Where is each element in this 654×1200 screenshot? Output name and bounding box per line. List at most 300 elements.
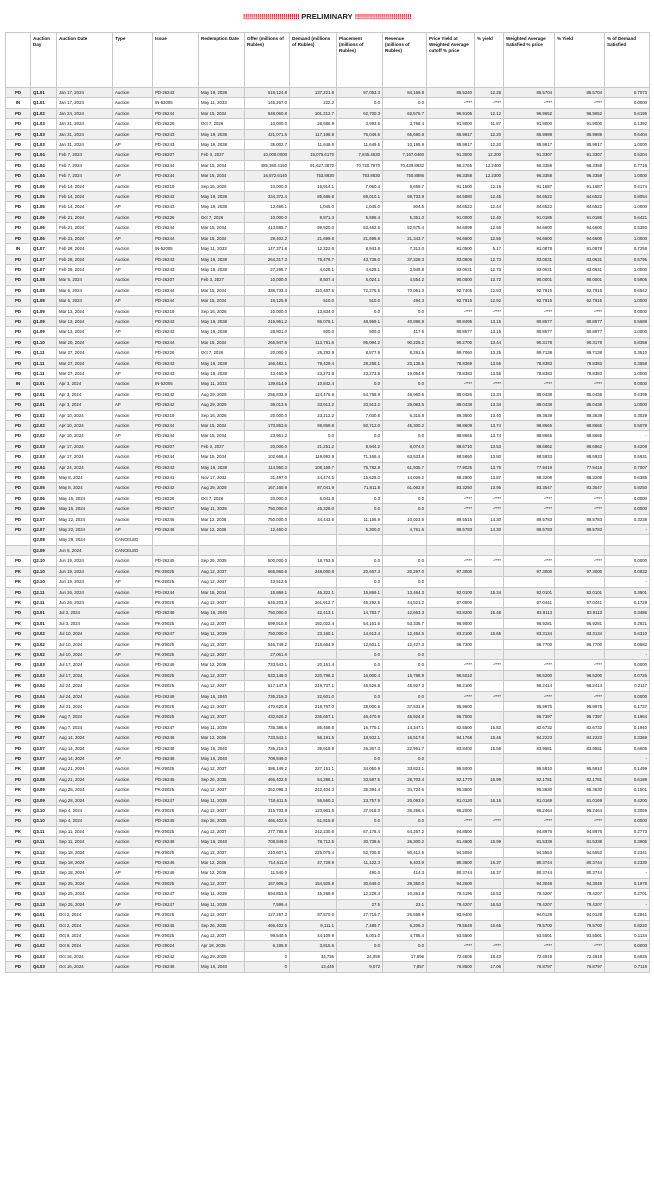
table-cell: PD-26243 [153, 88, 199, 98]
table-cell: PD [6, 868, 31, 878]
table-cell: 255,832.9 [245, 389, 290, 399]
table-cell: 42,413.1 [290, 608, 337, 618]
table-cell: PD [6, 421, 31, 431]
table-cell: Jan 17, 2024 [57, 88, 113, 98]
table-cell: PD-26244 [153, 233, 199, 243]
table-cell: PK-29025 [153, 764, 199, 774]
table-cell: 4,554.2 [383, 275, 427, 285]
table-cell: Sep 26, 2035 [199, 556, 245, 566]
table-cell: 94.6600 [504, 223, 555, 233]
table-cell: 13.87 [475, 473, 504, 483]
table-cell: 750,000.0 [245, 514, 290, 524]
table-cell [290, 577, 337, 587]
table-cell: 753.8830 [290, 171, 337, 181]
table-cell: 90.2700 [427, 337, 475, 347]
table-cell: 8,074.0 [383, 441, 427, 451]
table-cell: 84.6522 [504, 192, 555, 202]
table-cell: 88.6862 [504, 441, 555, 451]
table-cell: 17,696 [383, 951, 427, 961]
table-row [6, 535, 650, 545]
table-cell: 490.0 [337, 868, 383, 878]
table-cell: 210,607.1 [245, 847, 290, 857]
table-cell: Q3.03 [31, 670, 57, 680]
table-cell: Auction [113, 473, 153, 483]
table-cell: 45,292.5 [337, 597, 383, 607]
table-cell [427, 754, 475, 764]
table-cell: 137,221.8 [290, 88, 337, 98]
table-cell: PD [6, 629, 31, 639]
table-cell: 216,664.9 [290, 639, 337, 649]
table-cell: 1.0000 [605, 368, 650, 378]
table-cell: 15.48 [475, 608, 504, 618]
table-cell: 0.0 [337, 379, 383, 389]
table-cell: 0.5689 [605, 316, 650, 326]
table-cell: 13,464.3 [383, 587, 427, 597]
table-cell: PK [6, 785, 31, 795]
table-cell: -**** [475, 493, 504, 503]
table-cell: 466,402.5 [245, 816, 290, 826]
table-cell: 87,041.9 [290, 483, 337, 493]
table-cell: Auction [113, 691, 153, 701]
table-cell: 16.53 [475, 889, 504, 899]
table-row [6, 941, 650, 951]
table-cell: 110,487.5 [290, 285, 337, 295]
table-cell: 83.9113 [504, 608, 555, 618]
table-cell: 95.3630 [504, 785, 555, 795]
table-cell: 0.0 [383, 556, 427, 566]
table-cell: Sep 26, 2035 [199, 816, 245, 826]
table-cell: 19,054.8 [383, 368, 427, 378]
table-cell: PD [6, 181, 31, 191]
table-cell: PK-29025 [153, 618, 199, 628]
table-cell [475, 670, 504, 680]
table-cell: 13,445 [290, 962, 337, 972]
table-cell: Feb 3, 2027 [199, 150, 245, 160]
table-cell: 0.7718 [605, 160, 650, 170]
table-cell [475, 930, 504, 940]
table-cell: 0.6310 [605, 629, 650, 639]
table-row [6, 316, 650, 326]
table-cell: Mar 12, 2036 [199, 660, 245, 670]
table-cell: Q3.12 [31, 847, 57, 857]
table-cell: PD-26243 [153, 254, 199, 264]
table-cell: 75,782.8 [337, 462, 383, 472]
table-cell: Q1.06 [31, 223, 57, 233]
table-cell: Mar 15, 2034 [199, 233, 245, 243]
table-cell: Auction [113, 244, 153, 254]
table-cell: -**** [504, 306, 555, 316]
table-cell: PK [6, 826, 31, 836]
table-cell: 79.4207 [427, 899, 475, 909]
table-row [6, 368, 650, 378]
table-cell: PD [6, 858, 31, 868]
table-cell: 0.1499 [605, 764, 650, 774]
table-cell: 94.0128 [504, 910, 555, 920]
table-cell: Auction [113, 441, 153, 451]
table-cell: 714,611.0 [245, 858, 290, 868]
table-cell: PD [6, 889, 31, 899]
table-cell: PD-26241 [153, 473, 199, 483]
table-cell: 219,737.1 [290, 681, 337, 691]
table-cell: 16.65 [475, 920, 504, 930]
table-cell [383, 545, 427, 555]
table-row [6, 545, 650, 555]
table-cell: 44,109.9 [290, 930, 337, 940]
table-cell: PD [6, 129, 31, 139]
table-cell: 88.8665 [555, 431, 605, 441]
table-cell: 0.3239 [605, 514, 650, 524]
table-cell: 12,427.3 [383, 639, 427, 649]
table-cell: 96.3358 [504, 171, 555, 181]
table-row [6, 577, 650, 587]
table-row [6, 171, 650, 181]
table-cell: 96.3358 [555, 160, 605, 170]
table-cell: 11.87 [475, 119, 504, 129]
table-cell: Aug 12, 2037 [199, 618, 245, 628]
table-cell: Q1.01 [31, 98, 57, 108]
table-cell: - [605, 577, 650, 587]
table-cell: PD [6, 483, 31, 493]
table-cell: PD-26242 [153, 400, 199, 410]
table-row [6, 192, 650, 202]
table-cell: 94.6600 [427, 233, 475, 243]
table-cell [290, 525, 337, 535]
table-cell: 96.5010 [427, 670, 475, 680]
table-cell: 91.1687 [555, 181, 605, 191]
table-cell: Aug 7, 2024 [57, 722, 113, 732]
table-cell: 97.3000 [555, 566, 605, 576]
table-cell: 83.9113 [555, 608, 605, 618]
table-cell: 79.5700 [504, 920, 555, 930]
table-cell: 242,404.3 [290, 785, 337, 795]
column-header: Auction Date [57, 33, 113, 88]
table-cell: 4,628.1 [290, 264, 337, 274]
table-cell: Q3.11 [31, 837, 57, 847]
table-cell: 23,160.1 [290, 629, 337, 639]
table-cell: 12.200 [475, 150, 504, 160]
table-cell: Q3.08 [31, 764, 57, 774]
table-cell: PD [6, 140, 31, 150]
table-cell: Sep 25, 2024 [57, 899, 113, 909]
table-row [6, 951, 650, 961]
table-cell: 0.0 [383, 816, 427, 826]
table-cell: 108,159.7 [290, 462, 337, 472]
table-cell: 157,906.3 [245, 878, 290, 888]
table-cell: PD-26246 [153, 514, 199, 524]
table-cell: PK [6, 681, 31, 691]
table-cell: 96.7700 [555, 639, 605, 649]
table-cell: 83.3134 [555, 629, 605, 639]
table-cell: PD [6, 296, 31, 306]
table-cell: 0.0 [383, 649, 427, 659]
table-cell: 38,000.6 [337, 701, 383, 711]
table-cell: PD-26244 [153, 421, 199, 431]
table-cell: Q3.02 [31, 629, 57, 639]
table-cell: 93.5501 [504, 930, 555, 940]
table-cell: Aug 12, 2037 [199, 681, 245, 691]
table-header [6, 33, 650, 88]
table-cell: 22,951.7 [383, 743, 427, 753]
table-cell: 166,482.1 [245, 358, 290, 368]
table-cell: 750,000.0 [245, 608, 290, 618]
table-cell: AP [113, 140, 153, 150]
table-row [6, 618, 650, 628]
table-cell: PD-26244 [153, 296, 199, 306]
table-cell: 84.6522 [504, 202, 555, 212]
column-header: Revenue (millions of Rubles) [383, 33, 427, 88]
table-cell: 16,000.4 [337, 670, 383, 680]
table-cell: 8,871.3 [290, 212, 337, 222]
table-cell: 0.2821 [605, 618, 650, 628]
table-cell: 43,512.6 [245, 577, 290, 587]
table-cell: Auction [113, 618, 153, 628]
table-cell: 96.2414 [555, 681, 605, 691]
table-cell: 83.0631 [504, 254, 555, 264]
table-cell: 0.6189 [605, 774, 650, 784]
table-row [6, 701, 650, 711]
table-cell: PD-26243 [153, 327, 199, 337]
table-cell: Q2.02 [31, 421, 57, 431]
table-cell: - [605, 899, 650, 909]
table-cell: Q2.02 [31, 410, 57, 420]
table-row [6, 254, 650, 264]
table-cell: 167,160.9 [245, 483, 290, 493]
table-cell: 13.34 [475, 389, 504, 399]
table-cell: 56,560.2 [290, 795, 337, 805]
table-row [6, 910, 650, 920]
table-cell: 10,195.9 [383, 140, 427, 150]
table-row [6, 837, 650, 847]
table-cell: 82.6732 [555, 722, 605, 732]
table-cell: 76.8797 [555, 962, 605, 972]
table-cell: 334,372.4 [245, 192, 290, 202]
table-cell: 92.7915 [504, 285, 555, 295]
table-cell: 0.7258 [605, 244, 650, 254]
table-cell: Q3.06 [31, 722, 57, 732]
table-cell: Jun 5, 2024 [57, 545, 113, 555]
table-cell: 80.3744 [555, 858, 605, 868]
table-cell: Q2.11 [31, 587, 57, 597]
table-cell: 76.8500 [427, 962, 475, 972]
table-cell: Auction [113, 670, 153, 680]
table-cell: May 16, 2040 [199, 608, 245, 618]
table-cell: PD [6, 285, 31, 295]
table-cell: 37,328.3 [383, 254, 427, 264]
table-cell: PD-26246 [153, 733, 199, 743]
table-cell: Q2.04 [31, 462, 57, 472]
table-cell: Q3.13 [31, 889, 57, 899]
table-cell: 81.0500 [427, 244, 475, 254]
table-cell: 53,452.6 [337, 223, 383, 233]
table-cell: PD-26248 [153, 754, 199, 764]
table-cell: 14.30 [475, 514, 504, 524]
table-row [6, 608, 650, 618]
table-cell: 85.9989 [504, 129, 555, 139]
table-cell: 84.6522 [555, 202, 605, 212]
table-cell: Oct 2, 2024 [57, 920, 113, 930]
table-cell: 261,912.7 [290, 597, 337, 607]
table-cell: Auction [113, 722, 153, 732]
table-cell: 83.9581 [504, 743, 555, 753]
table-cell: Sep 25, 2024 [57, 878, 113, 888]
table-cell [427, 577, 475, 587]
table-cell: PD-26244 [153, 160, 199, 170]
table-cell: PK-29025 [153, 712, 199, 722]
table-cell: IN [6, 379, 31, 389]
table-cell: 665,860.6 [245, 566, 290, 576]
table-cell: - [605, 525, 650, 535]
table-cell: Auction [113, 608, 153, 618]
table-cell: 0.4174 [605, 181, 650, 191]
table-cell: Auction [113, 192, 153, 202]
table-cell: 89.5515 [427, 514, 475, 524]
table-cell: 12.55 [475, 223, 504, 233]
table-cell: 61,062.8 [383, 483, 427, 493]
table-cell: 50,412.5 [383, 847, 427, 857]
table-cell: 92.7915 [555, 285, 605, 295]
table-cell: 83.8400 [427, 743, 475, 753]
table-cell: PD-26245 [153, 774, 199, 784]
table-cell: 12,653.3 [383, 608, 427, 618]
table-cell: Q1.09 [31, 316, 57, 326]
table-cell: May 11, 2033 [199, 244, 245, 254]
table-row [6, 556, 650, 566]
table-cell: PD [6, 816, 31, 826]
table-cell: 91.9000 [427, 119, 475, 129]
table-cell [427, 545, 475, 555]
table-cell: May 19, 2038 [199, 368, 245, 378]
table-cell: Q3.11 [31, 826, 57, 836]
table-cell: 1.0000 [605, 171, 650, 181]
table-cell: 28,258.1 [337, 358, 383, 368]
table-cell: PD [6, 192, 31, 202]
table-cell: 83.3250 [427, 483, 475, 493]
table-cell: PD [6, 754, 31, 764]
warning-marks-left: ‼‼‼‼‼‼‼‼‼‼‼‼‼‼ [242, 11, 300, 21]
table-cell: 88.6862 [555, 441, 605, 451]
table-cell: 83.0631 [427, 264, 475, 274]
table-cell: 78.8383 [555, 358, 605, 368]
table-cell: 89.3639 [504, 410, 555, 420]
table-cell: 8,507.4 [290, 275, 337, 285]
table-cell: 95.9975 [555, 701, 605, 711]
table-cell: PD-26207 [153, 275, 199, 285]
table-cell: 139,614.9 [245, 379, 290, 389]
table-cell: 12.12 [475, 108, 504, 118]
table-cell: Sep 26, 2035 [199, 774, 245, 784]
table-cell: 81.5338 [555, 837, 605, 847]
table-cell: 113,781.6 [290, 337, 337, 347]
table-cell: PK [6, 618, 31, 628]
table-row [6, 691, 650, 701]
table-cell: 43,738.0 [337, 254, 383, 264]
table-cell: PD-26245 [153, 556, 199, 566]
table-cell: 0.0 [383, 691, 427, 701]
table-cell: 485,360.4150 [245, 160, 290, 170]
table-cell: 40,896.9 [383, 316, 427, 326]
table-cell: 92.7915 [427, 296, 475, 306]
table-cell: 27,716.7 [337, 910, 383, 920]
table-cell: 93.9400 [427, 910, 475, 920]
column-header: % Yield [555, 33, 605, 88]
table-cell: PD-26247 [153, 899, 199, 909]
table-cell: 12.45 [475, 192, 504, 202]
table-cell: Mar 15, 2034 [199, 108, 245, 118]
table-cell: Jan 31, 2024 [57, 119, 113, 129]
table-cell: PK [6, 806, 31, 816]
column-header: Issue [153, 33, 199, 88]
table-cell: Q1.07 [31, 264, 57, 274]
table-cell: 27,296.7 [245, 264, 290, 274]
table-cell: 80.8577 [427, 327, 475, 337]
table-cell: 80.8495 [427, 316, 475, 326]
table-cell: 20,000.0 [245, 410, 290, 420]
table-cell: 0.0 [383, 577, 427, 587]
table-cell: 29,350.0 [383, 878, 427, 888]
table-cell: 16.37 [475, 868, 504, 878]
table-row [6, 743, 650, 753]
table-cell: PD [6, 389, 31, 399]
table-cell: 9,572 [337, 962, 383, 972]
table-cell: PD [6, 119, 31, 129]
table-cell: 14,029.2 [383, 473, 427, 483]
table-cell: 548,060.8 [245, 108, 290, 118]
table-cell: -**** [555, 556, 605, 566]
table-cell: Q1.08 [31, 285, 57, 295]
table-cell: Auction [113, 358, 153, 368]
table-cell: PD-26244 [153, 171, 199, 181]
table-cell: Q1.06 [31, 212, 57, 222]
table-cell: PD-26226 [153, 119, 199, 129]
table-cell: PD-26243 [153, 368, 199, 378]
table-cell: PD-29024 [153, 941, 199, 951]
table-cell: 413,885.7 [245, 223, 290, 233]
table-cell: 96.9105 [427, 108, 475, 118]
table-row [6, 660, 650, 670]
table-cell: 88.3208 [504, 473, 555, 483]
table-cell: -**** [427, 306, 475, 316]
table-cell: 88.6710 [427, 441, 475, 451]
table-cell: 46,960.6 [383, 389, 427, 399]
table-cell: May 19, 2038 [199, 264, 245, 274]
table-row [6, 764, 650, 774]
table-cell: Q3.01 [31, 608, 57, 618]
table-cell: 14.30 [475, 525, 504, 535]
table-cell: 0.0 [337, 577, 383, 587]
table-cell: PD [6, 608, 31, 618]
table-cell: Aug 12, 2037 [199, 878, 245, 888]
table-cell: May 11, 2033 [199, 379, 245, 389]
table-cell: 78,712.5 [290, 837, 337, 847]
table-cell: PD-26219 [153, 306, 199, 316]
table-cell: Auction [113, 181, 153, 191]
table-cell: May 19, 2038 [199, 327, 245, 337]
table-cell: Feb 7, 2024 [57, 150, 113, 160]
table-row [6, 754, 650, 764]
table-cell: 414.3 [383, 868, 427, 878]
table-cell: 99,540.6 [245, 930, 290, 940]
table-cell: 96.3358 [555, 171, 605, 181]
table-cell: 45,269.5 [290, 889, 337, 899]
table-cell: 79.4196 [427, 889, 475, 899]
table-row [6, 181, 650, 191]
table-cell: Jul 17, 2024 [57, 670, 113, 680]
table-cell [383, 535, 427, 545]
table-cell: 264,317.3 [245, 254, 290, 264]
table-cell: 33,913.2 [337, 400, 383, 410]
table-cell: 95.2000 [427, 806, 475, 816]
table-cell: 11,649.5 [337, 140, 383, 150]
